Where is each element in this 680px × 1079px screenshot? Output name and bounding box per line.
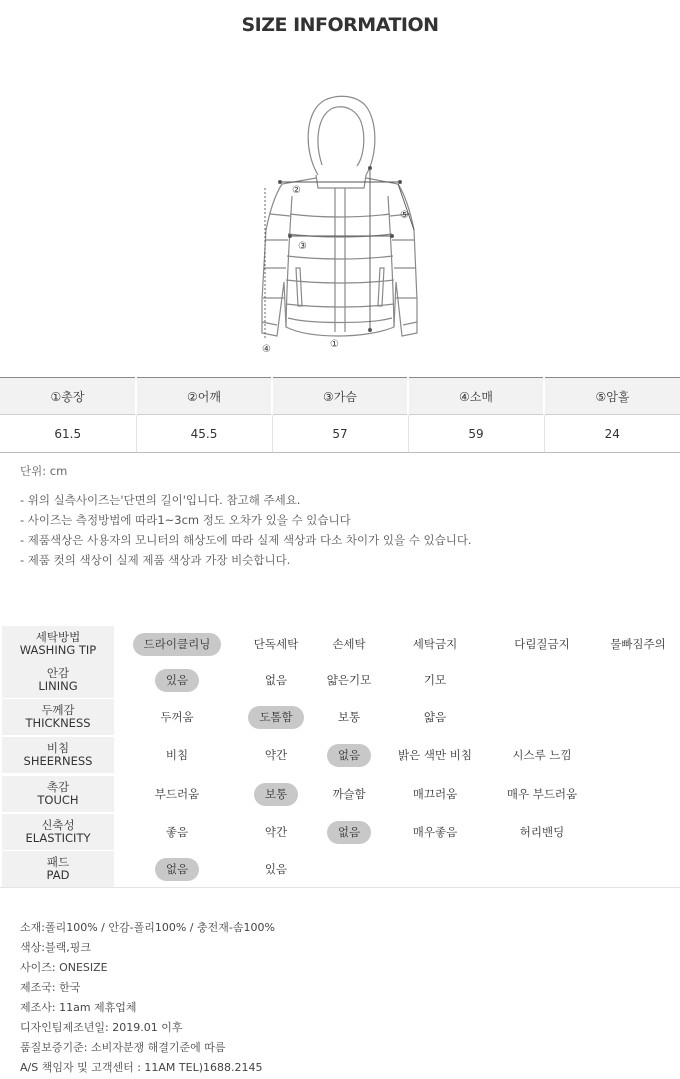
- care-option-text: 부드러움: [154, 786, 200, 801]
- care-row: [0, 699, 680, 735]
- size-value: 61.5: [0, 415, 136, 453]
- care-label-en: LINING: [38, 679, 78, 693]
- care-option: [395, 662, 475, 698]
- care-option-text: 매우좋음: [412, 824, 458, 839]
- info-item: 디자인팀제조년일: 2019.01 이후: [20, 1021, 183, 1034]
- info-item: 제조국: 한국: [20, 981, 81, 994]
- care-label-ko: 비침: [46, 741, 70, 755]
- care-option-text: 있음: [264, 861, 288, 876]
- care-label-ko: 안감: [46, 666, 70, 680]
- unit-label: 단위: cm: [20, 464, 68, 478]
- info-item: 색상:블랙,핑크: [20, 941, 91, 954]
- care-option-text: 시스루 느낌: [512, 747, 572, 762]
- care-option-text: 세탁금지: [412, 636, 458, 651]
- care-option-selected: [314, 814, 384, 850]
- marker-shoulder: ②: [292, 185, 301, 196]
- care-label: [2, 814, 114, 850]
- care-option-text: 까슬함: [332, 786, 366, 801]
- care-label-ko: 패드: [46, 855, 70, 869]
- care-option-selected: [241, 776, 311, 812]
- care-option: [395, 626, 475, 662]
- note-item: - 제품 컷의 색상이 실제 제품 색상과 가장 비슷합니다.: [20, 553, 291, 567]
- care-option-text: 물빠짐주의: [610, 636, 666, 651]
- care-label: [2, 776, 114, 812]
- care-label-en: WASHING TIP: [19, 643, 97, 657]
- care-label-ko: 두께감: [41, 703, 75, 717]
- care-option-text: 매끄러움: [412, 786, 458, 801]
- care-label-ko: 신축성: [41, 818, 75, 832]
- care-option: [395, 737, 475, 773]
- size-header: ④소매: [408, 378, 544, 415]
- care-option-selected: [241, 699, 311, 735]
- care-option: [395, 776, 475, 812]
- care-label: [2, 662, 114, 698]
- marker-armhole: ⑤: [400, 210, 409, 221]
- care-row: [0, 626, 680, 662]
- care-option-text: 없음: [155, 858, 199, 881]
- size-header: ③가슴: [272, 378, 408, 415]
- care-option-text: 매우 부드러움: [506, 786, 578, 801]
- care-option: [395, 814, 475, 850]
- care-option-selected: [132, 851, 222, 887]
- care-label-ko: 세탁방법: [35, 630, 81, 644]
- care-option-text: 비침: [165, 747, 189, 762]
- size-notes: [20, 490, 472, 570]
- care-option: [132, 737, 222, 773]
- care-label-en: THICKNESS: [25, 716, 91, 730]
- care-option: [132, 776, 222, 812]
- jacket-diagram: [240, 88, 440, 360]
- info-item: 사이즈: ONESIZE: [20, 961, 108, 974]
- care-option-selected: [314, 737, 384, 773]
- care-option-text: 단독세탁: [253, 636, 299, 651]
- care-option: [502, 814, 582, 850]
- size-header: ①총장: [0, 378, 136, 415]
- care-option-text: 약간: [264, 824, 288, 839]
- care-option: [314, 699, 384, 735]
- size-value: 57: [272, 415, 408, 453]
- care-row: [0, 737, 680, 773]
- size-header: ②어깨: [136, 378, 272, 415]
- care-option-text: 없음: [327, 744, 371, 767]
- care-option-text: 밝은 색만 비침: [398, 747, 472, 762]
- care-option: [395, 699, 475, 735]
- care-label-en: TOUCH: [37, 793, 79, 807]
- care-label: [2, 851, 114, 887]
- info-item: 품질보증기준: 소비자분쟁 해결기준에 따름: [20, 1041, 226, 1054]
- care-row: [0, 851, 680, 887]
- care-option: [241, 626, 311, 662]
- care-row: [0, 662, 680, 698]
- care-option-text: 보통: [337, 709, 361, 724]
- care-option-text: 약간: [264, 747, 288, 762]
- marker-chest: ③: [298, 241, 307, 252]
- care-option-text: 좋음: [165, 824, 189, 839]
- care-option: [241, 662, 311, 698]
- care-row: [0, 776, 680, 812]
- size-table: [0, 377, 680, 453]
- info-item: 소재:폴리100% / 안감-폴리100% / 충전재-솜100%: [20, 921, 275, 934]
- care-option-selected: [132, 626, 222, 662]
- size-table-value-row: [0, 415, 680, 453]
- size-header: ⑤암홀: [544, 378, 680, 415]
- care-label-en: SHEERNESS: [23, 754, 93, 768]
- care-option-text: 드라이클리닝: [133, 633, 222, 656]
- product-info: [20, 918, 275, 1078]
- note-item: - 위의 실측사이즈는'단면의 길이'입니다. 참고해 주세요.: [20, 493, 301, 507]
- care-label: [2, 626, 114, 662]
- info-item: 제조사: 11am 제휴업체: [20, 1001, 137, 1014]
- page-title: SIZE INFORMATION: [241, 14, 439, 36]
- care-label-en: ELASTICITY: [25, 831, 91, 845]
- care-option: [241, 814, 311, 850]
- care-option-text: 얇음: [423, 709, 447, 724]
- note-item: - 제품색상은 사용자의 모니터의 해상도에 따라 실제 색상과 다소 차이가 있을 수 있습니다.: [20, 533, 472, 547]
- care-divider: [0, 887, 680, 888]
- size-value: 59: [408, 415, 544, 453]
- care-option-text: 기모: [423, 672, 447, 687]
- care-option: [314, 626, 384, 662]
- care-option: [314, 662, 384, 698]
- care-option-text: 두꺼움: [160, 709, 194, 724]
- care-option-text: 없음: [264, 672, 288, 687]
- care-option-text: 없음: [327, 821, 371, 844]
- care-label-en: PAD: [46, 868, 70, 882]
- care-option-text: 허리밴딩: [519, 824, 565, 839]
- care-option-text: 도톰함: [248, 706, 303, 729]
- note-item: - 사이즈는 측정방법에 따라1~3cm 정도 오차가 있을 수 있습니다: [20, 513, 351, 527]
- care-option-text: 보통: [254, 783, 298, 806]
- care-option: [314, 776, 384, 812]
- care-option: [132, 699, 222, 735]
- care-option-text: 손세탁: [332, 636, 366, 651]
- marker-length: ①: [330, 339, 339, 350]
- care-option: [132, 814, 222, 850]
- size-value: 45.5: [136, 415, 272, 453]
- care-option-text: 얇은기모: [326, 672, 372, 687]
- care-option: [502, 626, 582, 662]
- care-row: [0, 814, 680, 850]
- care-option: [502, 776, 582, 812]
- care-option: [241, 737, 311, 773]
- care-option-text: 있음: [155, 669, 199, 692]
- care-label-ko: 촉감: [46, 780, 70, 794]
- care-label: [2, 737, 114, 773]
- care-label: [2, 699, 114, 735]
- care-option-text: 다림질금지: [514, 636, 570, 651]
- care-option: [241, 851, 311, 887]
- size-value: 24: [544, 415, 680, 453]
- care-option: [598, 626, 678, 662]
- size-table-header-row: [0, 378, 680, 415]
- info-item: A/S 책임자 및 고객센터 : 11AM TEL)1688.2145: [20, 1061, 263, 1074]
- marker-sleeve: ④: [262, 344, 271, 355]
- care-option: [502, 737, 582, 773]
- care-option-selected: [132, 662, 222, 698]
